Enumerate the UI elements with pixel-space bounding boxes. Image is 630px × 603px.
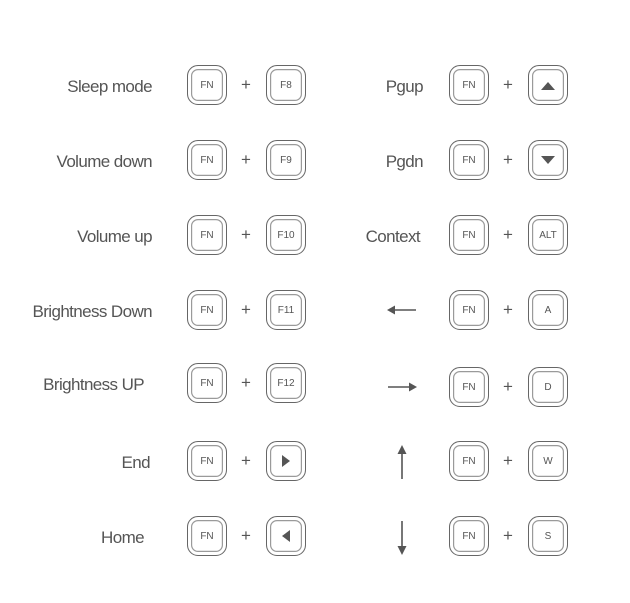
plus-sign: +	[503, 150, 513, 169]
shortcut-label: Home	[101, 528, 144, 547]
shortcut-row-arrow-left	[320, 290, 620, 334]
plus-sign: +	[241, 225, 251, 244]
plus-sign: +	[241, 451, 251, 470]
key-arrow-down	[528, 140, 568, 180]
triangle-down-icon	[541, 156, 555, 165]
key-f12: F12	[266, 363, 306, 403]
key-s: S	[528, 516, 568, 556]
arrow-right-icon	[387, 380, 417, 394]
key-f11: F11	[266, 290, 306, 330]
plus-sign: +	[503, 451, 513, 470]
triangle-left-icon	[281, 530, 291, 542]
key-arrow-left	[266, 516, 306, 556]
shortcut-row-brightness-down	[0, 290, 320, 334]
plus-sign: +	[503, 300, 513, 319]
key-f10: F10	[266, 215, 306, 255]
shortcut-row-volume-up	[0, 215, 320, 259]
shortcut-row-context	[320, 215, 620, 259]
shortcut-label: Volume down	[56, 152, 152, 171]
key-a: A	[528, 290, 568, 330]
key-fn: FN	[187, 290, 227, 330]
plus-sign: +	[503, 225, 513, 244]
plus-sign: +	[503, 526, 513, 545]
key-fn: FN	[449, 516, 489, 556]
shortcut-row-arrow-down	[320, 516, 620, 560]
key-fn: FN	[449, 441, 489, 481]
key-arrow-up	[528, 65, 568, 105]
key-f8: F8	[266, 65, 306, 105]
shortcut-row-home	[0, 516, 320, 560]
shortcut-row-sleep-mode	[0, 65, 320, 109]
key-f9: F9	[266, 140, 306, 180]
plus-sign: +	[503, 75, 513, 94]
shortcut-row-pgdn	[320, 140, 620, 184]
shortcut-row-volume-down	[0, 140, 320, 184]
shortcut-label: Context	[365, 227, 420, 246]
key-fn: FN	[449, 140, 489, 180]
key-d: D	[528, 367, 568, 407]
shortcut-label: End	[121, 453, 150, 472]
plus-sign: +	[503, 377, 513, 396]
shortcut-label: Sleep mode	[67, 77, 152, 96]
plus-sign: +	[241, 300, 251, 319]
arrow-down-icon	[395, 521, 409, 555]
key-fn: FN	[187, 516, 227, 556]
shortcut-label: Pgdn	[385, 152, 423, 171]
shortcut-row-pgup	[320, 65, 620, 109]
plus-sign: +	[241, 75, 251, 94]
key-fn: FN	[449, 290, 489, 330]
arrow-up-icon	[395, 445, 409, 479]
shortcut-row-brightness-up	[0, 363, 320, 407]
arrow-left-icon	[387, 303, 417, 317]
shortcut-label: Brightness Down	[32, 302, 152, 321]
key-alt: ALT	[528, 215, 568, 255]
plus-sign: +	[241, 373, 251, 392]
shortcut-row-end	[0, 441, 320, 485]
plus-sign: +	[241, 526, 251, 545]
shortcut-label: Pgup	[385, 77, 423, 96]
key-fn: FN	[187, 140, 227, 180]
key-fn: FN	[187, 215, 227, 255]
shortcut-row-arrow-up	[320, 441, 620, 485]
key-fn: FN	[187, 65, 227, 105]
shortcut-label: Brightness UP	[43, 375, 144, 394]
key-fn: FN	[449, 65, 489, 105]
plus-sign: +	[241, 150, 251, 169]
key-fn: FN	[187, 363, 227, 403]
shortcut-label: Volume up	[77, 227, 152, 246]
key-fn: FN	[449, 215, 489, 255]
shortcut-row-arrow-right	[320, 367, 620, 411]
key-arrow-right	[266, 441, 306, 481]
triangle-up-icon	[541, 81, 555, 90]
key-fn: FN	[449, 367, 489, 407]
triangle-right-icon	[281, 455, 291, 467]
key-w: W	[528, 441, 568, 481]
key-fn: FN	[187, 441, 227, 481]
